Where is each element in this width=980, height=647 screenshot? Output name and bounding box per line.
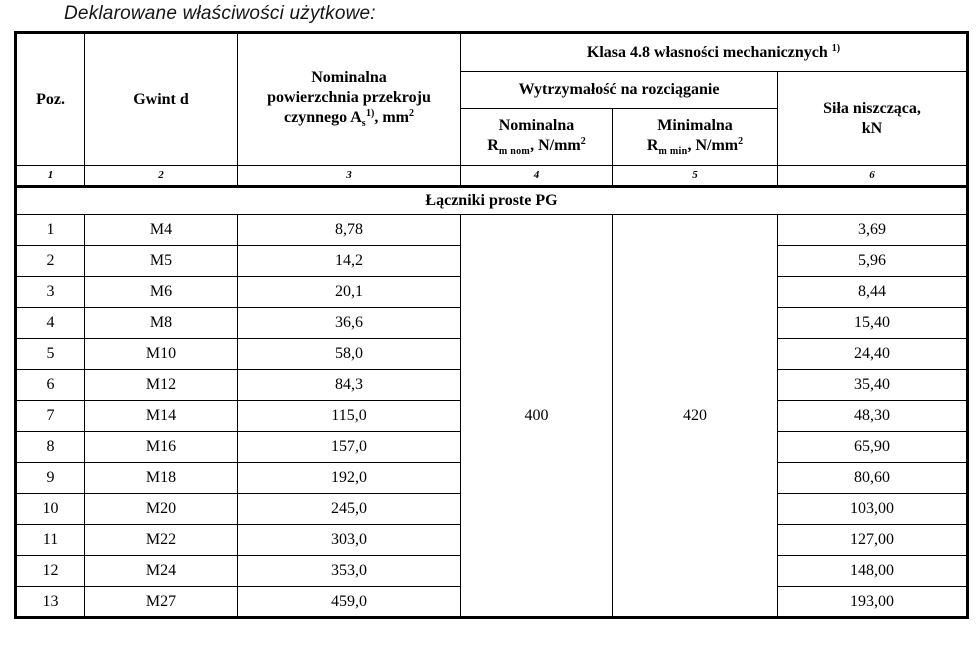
header-gwint-label: Gwint d — [133, 90, 189, 108]
poz-cell: 11 — [16, 525, 85, 556]
area-cell: 353,0 — [238, 556, 461, 587]
header-force-line2: kN — [861, 119, 883, 137]
header-force-line1: Siła niszcząca, — [823, 99, 921, 117]
area-cell: 303,0 — [238, 525, 461, 556]
force-cell: 15,40 — [778, 308, 968, 339]
gwint-cell: M20 — [85, 494, 238, 525]
gwint-cell: M16 — [85, 432, 238, 463]
force-cell: 65,90 — [778, 432, 968, 463]
col-number-2: 2 — [85, 166, 238, 187]
header-poz — [16, 33, 85, 166]
header-row-1 — [16, 33, 968, 72]
area-cell: 8,78 — [238, 215, 461, 246]
subscript-m-nom: m nom — [498, 145, 531, 157]
area-cell: 157,0 — [238, 432, 461, 463]
header-klasa-label: Klasa 4.8 własności mechanicznych $^{1)}$ — [586, 42, 841, 61]
area-cell: 245,0 — [238, 494, 461, 525]
gwint-cell: M12 — [85, 370, 238, 401]
footnote-marker: 1) — [365, 108, 375, 120]
force-cell: 3,69 — [778, 215, 968, 246]
area-cell: 192,0 — [238, 463, 461, 494]
gwint-cell: M8 — [85, 308, 238, 339]
header-area-line2: powierzchnia przekroju — [267, 89, 431, 107]
rm-nom-merged-cell: 400 — [461, 215, 613, 618]
force-cell: 24,40 — [778, 339, 968, 370]
area-cell: 84,3 — [238, 370, 461, 401]
rm-min-merged-cell: 420 — [613, 215, 778, 618]
poz-cell: 12 — [16, 556, 85, 587]
header-tensile-label: Wytrzymałość na rozciąganie — [518, 81, 720, 98]
gwint-cell: M24 — [85, 556, 238, 587]
section-row — [16, 187, 968, 215]
force-cell: 8,44 — [778, 277, 968, 308]
gwint-cell: M5 — [85, 246, 238, 277]
header-rm-min-line1: Minimalna — [657, 116, 733, 134]
subscript-s: s — [361, 118, 366, 130]
force-cell: 148,00 — [778, 556, 968, 587]
spec-table — [14, 31, 969, 619]
gwint-cell: M10 — [85, 339, 238, 370]
poz-cell: 1 — [16, 215, 85, 246]
header-klasa — [461, 33, 968, 72]
poz-cell: 2 — [16, 246, 85, 277]
header-rm-min-line2: $R_{m min}$, $N/mm^2$ — [646, 135, 744, 157]
poz-cell: 4 — [16, 308, 85, 339]
force-cell: 80,60 — [778, 463, 968, 494]
area-cell: 115,0 — [238, 401, 461, 432]
superscript-2: 2 — [580, 135, 586, 147]
gwint-cell: M6 — [85, 277, 238, 308]
poz-cell: 13 — [16, 587, 85, 618]
column-number-row — [16, 166, 968, 187]
header-gwint — [85, 33, 238, 166]
table-row — [16, 215, 968, 246]
subscript-m-min: m min — [658, 145, 688, 157]
area-cell: 20,1 — [238, 277, 461, 308]
section-title: Łączniki proste PG — [16, 187, 968, 215]
header-rm-nom-line1: Nominalna — [498, 116, 575, 134]
col-number-3: 3 — [238, 166, 461, 187]
gwint-cell: M14 — [85, 401, 238, 432]
poz-cell: 7 — [16, 401, 85, 432]
area-cell: 459,0 — [238, 587, 461, 618]
header-rm-min — [613, 109, 778, 166]
force-cell: 5,96 — [778, 246, 968, 277]
force-cell: 103,00 — [778, 494, 968, 525]
document-title: Deklarowane właściwości użytkowe: — [64, 3, 376, 24]
col-number-5: 5 — [613, 166, 778, 187]
gwint-cell: M4 — [85, 215, 238, 246]
header-area-line3: czynnego $A_s^{1)}$, $mm^2$ — [284, 108, 414, 130]
area-cell: 14,2 — [238, 246, 461, 277]
gwint-cell: M18 — [85, 463, 238, 494]
header-tensile — [461, 72, 778, 109]
header-area — [238, 33, 461, 166]
poz-cell: 8 — [16, 432, 85, 463]
header-poz-label: Poz. — [36, 90, 65, 108]
col-number-1: 1 — [16, 166, 85, 187]
poz-cell: 6 — [16, 370, 85, 401]
area-cell: 36,6 — [238, 308, 461, 339]
poz-cell: 10 — [16, 494, 85, 525]
force-cell: 48,30 — [778, 401, 968, 432]
header-force — [778, 72, 968, 166]
gwint-cell: M22 — [85, 525, 238, 556]
poz-cell: 3 — [16, 277, 85, 308]
header-rm-nom — [461, 109, 613, 166]
area-cell: 58,0 — [238, 339, 461, 370]
superscript-2: 2 — [408, 108, 414, 120]
gwint-cell: M27 — [85, 587, 238, 618]
header-area-line1: Nominalna — [311, 69, 387, 87]
col-number-4: 4 — [461, 166, 613, 187]
force-cell: 127,00 — [778, 525, 968, 556]
footnote-marker: 1) — [831, 42, 841, 54]
poz-cell: 5 — [16, 339, 85, 370]
force-cell: 193,00 — [778, 587, 968, 618]
col-number-6: 6 — [778, 166, 968, 187]
header-rm-nom-line2: $R_{m nom}$, $N/mm^2$ — [487, 135, 586, 157]
superscript-2: 2 — [738, 135, 744, 147]
poz-cell: 9 — [16, 463, 85, 494]
force-cell: 35,40 — [778, 370, 968, 401]
